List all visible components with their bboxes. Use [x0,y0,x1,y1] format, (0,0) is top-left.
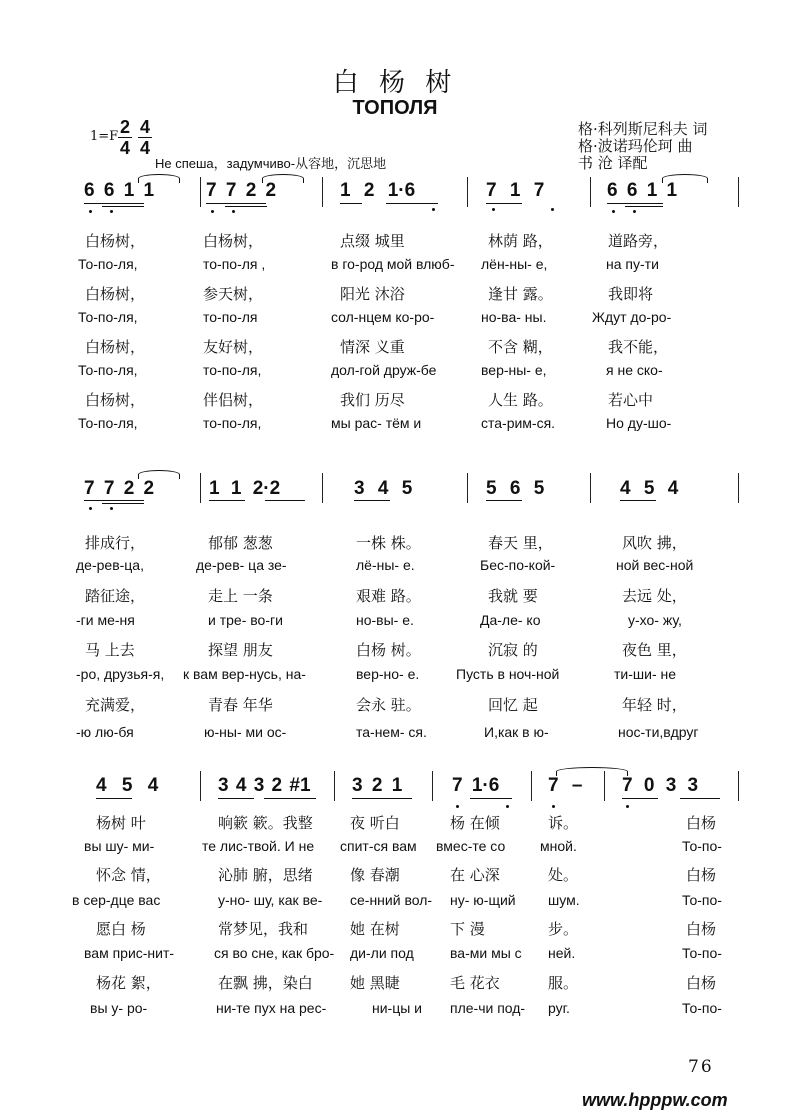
lyric-ru: мной. [540,838,577,854]
lyric-ru: дол-гой друж-бе [331,362,437,378]
lyric-ru: то-по-ля, [203,362,262,378]
measure: 7 – [548,775,583,796]
octave-dot [626,805,629,808]
lyric: 像 春潮 [350,866,400,884]
octave-dot [211,210,214,213]
barline [467,473,468,503]
beam [206,203,266,204]
tie [556,767,628,776]
time-sig-2-top: 4 [139,117,150,137]
lyric-ru: То-по- [682,945,722,961]
lyric-ru: То-по- [682,1000,722,1016]
lyric-ru: в сер-дце вас [72,892,161,908]
lyric: 她 在树 [350,920,400,938]
beam [470,798,512,799]
measure: 3 4 5 [354,478,413,499]
lyric-ru: И,как в ю- [484,724,549,740]
tempo-marking: Не спеша，задумчиво-从容地，沉思地 [155,156,387,171]
lyric-ru: ней. [548,945,576,961]
lyric-ru: -ю лю-бя [76,724,134,740]
barline [322,473,323,503]
lyric-ru: ти-ши- не [614,666,677,682]
lyricist-credit: 格·科列斯尼科夫 词 [578,120,708,138]
lyric-ru: То-по- [682,838,722,854]
lyric: 我即将 [608,285,654,303]
lyric: 她 黑睫 [350,974,400,992]
lyric-ru: То-по-ля, [78,256,138,272]
lyric: 探望 朋友 [208,641,273,659]
time-sig-1-top: 2 [119,117,130,137]
lyric-ru: То-по-ля, [78,362,138,378]
lyric-ru: То-по- [682,892,722,908]
measure: 1 2 1·6 [340,180,416,201]
lyric-ru: То-по-ля, [78,309,138,325]
lyric: 怀念 情， [96,866,161,884]
lyric-ru: Пусть в ноч-ной [456,666,560,682]
barline [590,177,591,207]
tie [262,174,304,183]
beam [102,503,144,504]
lyric: 杨花 絮， [96,974,161,992]
barline [200,771,201,801]
lyric-ru: мы рас- тём и [331,415,422,431]
lyric: 郁郁 葱葱 [208,534,273,552]
measure: 3 4 3 2 #1 [218,775,311,796]
lyric: 沉寂 的 [488,641,538,659]
barline [531,771,532,801]
lyric: 我不能， [608,338,669,356]
lyric-ru: спит-ся вам [340,838,417,854]
lyric: 会永 驻。 [356,696,421,714]
measure: 4 5 4 [96,775,159,796]
barline [432,771,433,801]
lyric-ru: ва-ми мы с [450,945,522,961]
octave-dot [89,210,92,213]
lyric-ru: но-ва- ны. [481,309,547,325]
beam [620,500,656,501]
measure: 7 1·6 [452,775,500,796]
time-sig-1-bottom: 4 [119,138,130,158]
beam [209,500,245,501]
measure: 7 7 2 2 [84,478,155,499]
beam [264,798,316,799]
lyric: 在 心深 [450,866,500,884]
barline [200,473,201,503]
beam [102,206,144,207]
beam [265,500,305,501]
octave-dot [110,507,113,510]
lyric-ru: вер-ны- е, [481,362,547,378]
beam [680,798,720,799]
title-russian: ТОПОЛЯ [352,97,438,119]
measure: 7 1 7 [486,180,545,201]
beam [625,206,663,207]
beam [486,500,522,501]
beam [84,203,144,204]
composer-credit: 格·波诺玛伦珂 曲 [578,137,693,155]
lyric: 下 漫 [450,920,485,938]
beam [225,206,267,207]
translator-credit: 书 沧 译配 [578,154,648,172]
beam [340,203,362,204]
barline [738,177,739,207]
measure: 7 7 2 2 [206,180,277,201]
lyric-ru: вы у- ро- [90,1000,148,1016]
lyric-ru: то-по-ля [203,309,258,325]
tie [138,174,180,183]
lyric: 夜色 里， [622,641,687,659]
octave-dot [432,208,435,211]
lyric: 马 上去 [85,641,135,659]
lyric: 风吹 拂， [622,534,687,552]
lyric-ru: -ги ме-ня [76,612,135,628]
lyric: 春天 里， [488,534,553,552]
lyric: 步。 [548,920,579,938]
title-chinese: 白 杨 树 [332,68,458,98]
lyric: 回忆 起 [488,696,538,714]
lyric-ru: ни-те пух на рес- [216,1000,327,1016]
tie [138,470,180,479]
beam [486,203,522,204]
lyric: 逢甘 露。 [488,285,553,303]
lyric-ru: руг. [548,1000,570,1016]
lyric-ru: ся во сне, как бро- [214,945,335,961]
lyric-ru: пле-чи под- [450,1000,526,1016]
lyric: 白杨 [686,814,717,832]
lyric: 不含 糊， [488,338,553,356]
lyric: 一株 株。 [356,534,421,552]
lyric: 白杨 [686,920,717,938]
lyric: 白杨树， [203,232,264,250]
measure: 3 2 1 [352,775,403,796]
lyric: 白杨树， [85,232,146,250]
beam [84,500,144,501]
lyric: 道路旁， [608,232,669,250]
lyric-ru: вмес-те со [436,838,506,854]
lyric: 杨树 叶 [96,814,146,832]
octave-dot [552,805,555,808]
barline [467,177,468,207]
lyric: 诉。 [548,814,579,832]
lyric: 去远 处， [622,587,687,605]
octave-dot [633,210,636,213]
lyric: 白杨 树。 [356,641,421,659]
beam [96,798,132,799]
lyric: 常梦见，我和 [218,920,309,938]
lyric-ru: ну- ю-щий [450,892,516,908]
measure: 6 6 1 1 [607,180,678,201]
lyric-ru: Ждут до-ро- [592,309,672,325]
barline [334,771,335,801]
lyric: 毛 花衣 [450,974,500,992]
measure: 7 0 3 3 [622,775,699,796]
lyric-ru: Бес-по-кой- [480,557,556,573]
lyric: 林荫 路， [488,232,553,250]
octave-dot [456,805,459,808]
lyric: 服。 [548,974,579,992]
lyric-ru: то-по-ля, [203,415,262,431]
lyric: 点缀 城里 [340,232,405,250]
lyric-ru: у-но- шу, как ве- [218,892,323,908]
lyric: 人生 路。 [488,391,553,409]
lyric-ru: те лис-твой. И не [202,838,315,854]
barline [200,177,201,207]
measure: 1 1 2·2 [209,478,281,499]
lyric-ru: де-рев- ца зе- [196,557,287,573]
lyric-ru: лё-ны- е. [356,557,415,573]
lyric: 在飘 拂，染白 [218,974,313,992]
lyric: 沁肺 腑，思绪 [218,866,313,884]
measure: 6 6 1 1 [84,180,155,201]
website-watermark: www.hpppw.com [582,1090,728,1110]
lyric-ru: та-нем- ся. [356,724,427,740]
lyric-ru: Но ду-шо- [606,415,672,431]
octave-dot [506,805,509,808]
lyric: 我们 历尽 [340,391,405,409]
lyric-ru: ной вес-ной [616,557,694,573]
lyric: 艰难 路。 [356,587,421,605]
lyric-ru: се-нний вол- [350,892,433,908]
lyric-ru: ди-ли под [350,945,414,961]
lyric-ru: но-вы- е. [356,612,414,628]
lyric-ru: в го-род мой влюб- [331,256,455,272]
beam [218,798,254,799]
beam [607,203,663,204]
lyric-ru: То-по-ля, [78,415,138,431]
octave-dot [551,208,554,211]
lyric: 阳光 沐浴 [340,285,405,303]
lyric: 充满爱， [85,696,146,714]
lyric: 白杨树， [85,338,146,356]
lyric-ru: ста-рим-ся. [481,415,556,431]
lyric-ru: к вам вер-нусь, на- [183,666,306,682]
lyric-ru: Да-ле- ко [480,612,541,628]
lyric-ru: нос-ти,вдруг [618,724,699,740]
lyric-ru: ю-ны- ми ос- [204,724,287,740]
octave-dot [89,507,92,510]
lyric-ru: шум. [548,892,580,908]
lyric-ru: у-хо- жу, [628,612,682,628]
beam [354,500,390,501]
octave-dot [492,208,495,211]
beam [622,798,658,799]
lyric: 我就 要 [488,587,538,605]
lyric: 年轻 时， [622,696,687,714]
beam [386,203,438,204]
lyric: 白杨 [686,974,717,992]
measure: 4 5 4 [620,478,679,499]
lyric: 情深 义重 [340,338,405,356]
lyric: 伴侣树， [203,391,264,409]
lyric: 愿白 杨 [96,920,146,938]
lyric: 踏征途， [85,587,146,605]
lyric: 夜 听白 [350,814,400,832]
lyric: 处。 [548,866,579,884]
lyric-ru: я не ско- [606,362,663,378]
lyric: 青春 年华 [208,696,273,714]
barline [738,473,739,503]
tie [662,174,708,183]
lyric-ru: то-по-ля , [203,256,266,272]
barline [738,771,739,801]
lyric-ru: де-рев-ца, [76,557,144,573]
lyric: 排成行， [85,534,146,552]
lyric: 参天树， [203,285,264,303]
time-sig-2-bottom: 4 [139,138,150,158]
lyric-ru: сол-нцем ко-ро- [331,309,435,325]
lyric: 杨 在倾 [450,814,500,832]
lyric-ru: на пу-ти [606,256,659,272]
lyric-ru: вер-но- е. [356,666,420,682]
octave-dot [612,210,615,213]
page-number: 76 [688,1057,714,1077]
beam [352,798,412,799]
octave-dot [110,210,113,213]
lyric-ru: лён-ны- е, [481,256,548,272]
measure: 5 6 5 [486,478,545,499]
lyric-ru: -ро, друзья-я, [76,666,165,682]
barline [322,177,323,207]
lyric-ru: и тре- во-ги [208,612,283,628]
lyric-ru: вы шу- ми- [84,838,155,854]
octave-dot [232,210,235,213]
lyric: 若心中 [608,391,654,409]
lyric: 白杨 [686,866,717,884]
lyric-ru: ни-цы и [372,1000,423,1016]
barline [590,473,591,503]
lyric: 响簌 簌。我整 [218,814,313,832]
lyric: 白杨树， [85,285,146,303]
lyric-ru: вам прис-нит- [84,945,175,961]
lyric: 友好树， [203,338,264,356]
key-signature: 1=F [90,129,119,144]
lyric: 白杨树， [85,391,146,409]
lyric: 走上 一条 [208,587,273,605]
